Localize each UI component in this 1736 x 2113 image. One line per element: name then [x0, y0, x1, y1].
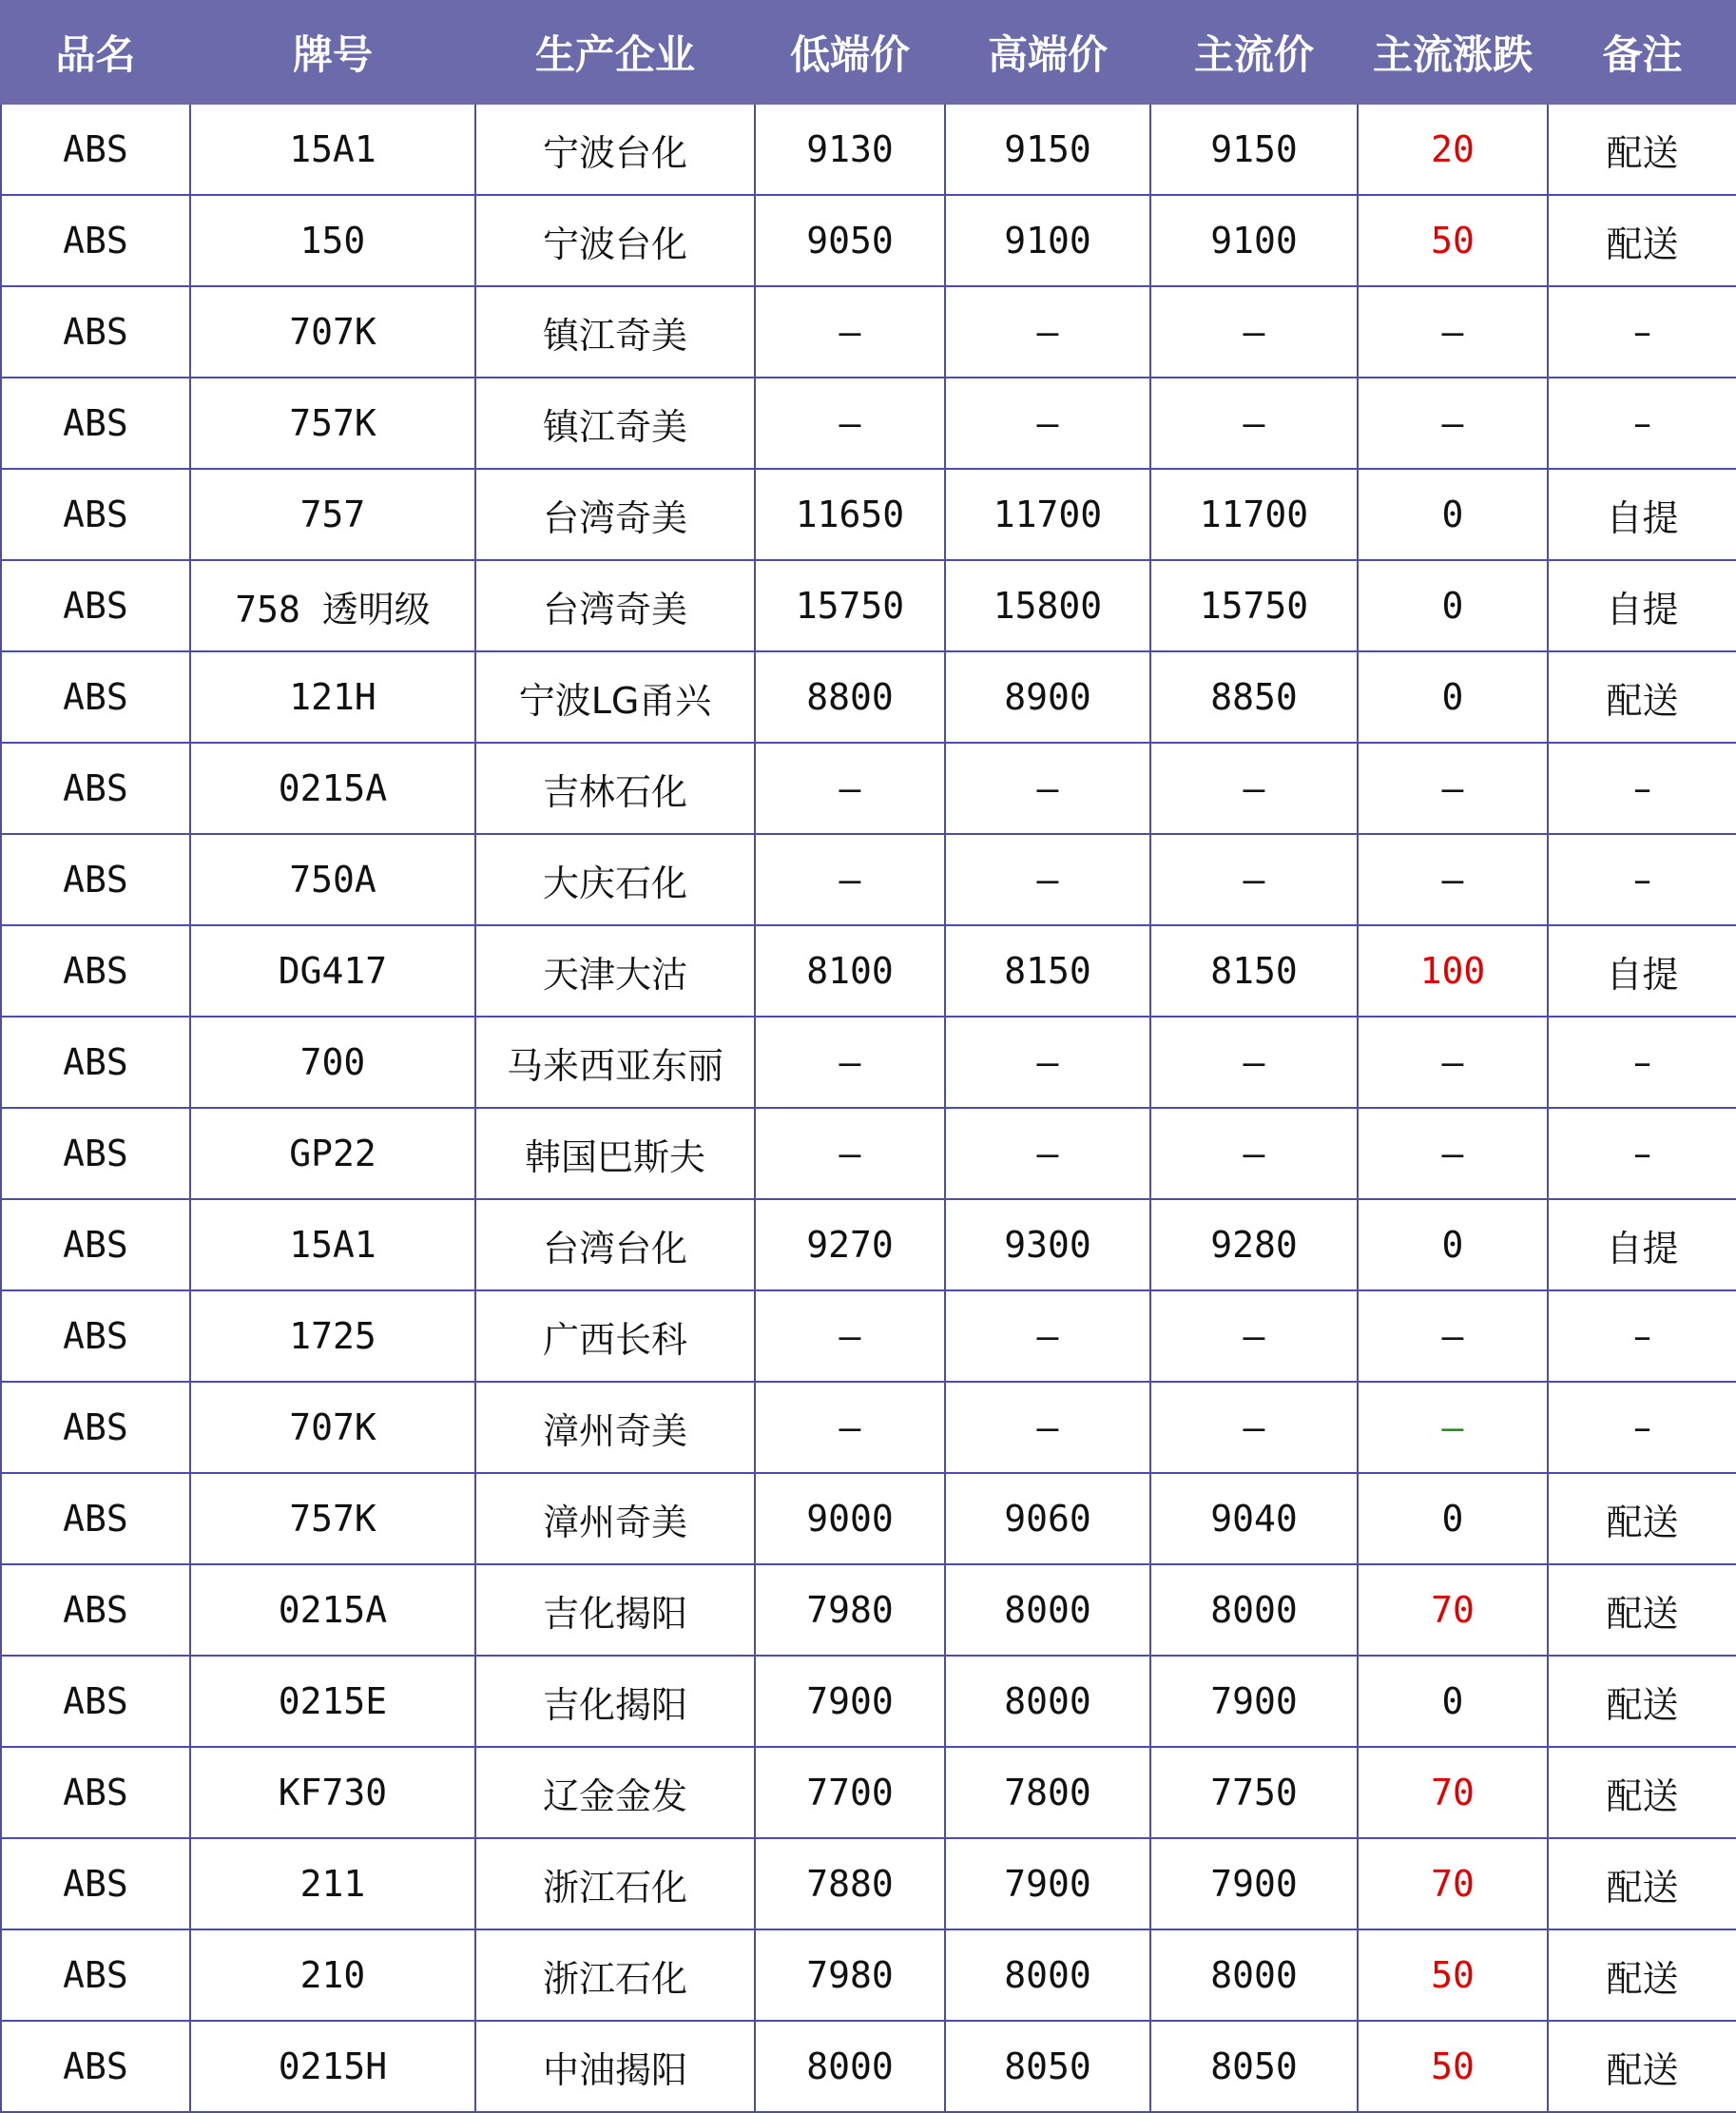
cell-main-change: 0: [1358, 560, 1548, 651]
cell-grade: 0215E: [190, 1656, 475, 1747]
header-high-price: 高端价: [945, 1, 1150, 104]
cell-main-price: 8850: [1150, 651, 1358, 743]
cell-grade: 758 透明级: [190, 560, 475, 651]
cell-note: 自提: [1548, 1199, 1736, 1290]
cell-low-price: 15750: [755, 560, 945, 651]
cell-high-price: 8000: [945, 1929, 1150, 2021]
cell-high-price: 8050: [945, 2021, 1150, 2112]
cell-note: 自提: [1548, 469, 1736, 560]
cell-note: 配送: [1548, 651, 1736, 743]
table-row: [1, 378, 1736, 469]
cell-high-price: –: [945, 378, 1150, 469]
cell-producer: 宁波台化: [475, 195, 755, 286]
cell-product-name: ABS: [1, 1747, 190, 1838]
table-row: [1, 1382, 1736, 1473]
cell-product-name: ABS: [1, 560, 190, 651]
cell-low-price: –: [755, 1017, 945, 1108]
cell-low-price: –: [755, 1108, 945, 1199]
cell-grade: KF730: [190, 1747, 475, 1838]
cell-low-price: 7900: [755, 1656, 945, 1747]
cell-main-price: 8000: [1150, 1564, 1358, 1656]
cell-main-price: 8050: [1150, 2021, 1358, 2112]
table-row: [1, 1473, 1736, 1564]
table-row: [1, 104, 1736, 195]
cell-low-price: 7880: [755, 1838, 945, 1929]
cell-high-price: –: [945, 1017, 1150, 1108]
cell-producer: 中油揭阳: [475, 2021, 755, 2112]
cell-main-change: 50: [1358, 1929, 1548, 2021]
cell-product-name: ABS: [1, 1656, 190, 1747]
cell-producer: 镇江奇美: [475, 286, 755, 378]
cell-producer: 漳州奇美: [475, 1382, 755, 1473]
cell-high-price: 11700: [945, 469, 1150, 560]
cell-grade: 210: [190, 1929, 475, 2021]
cell-main-change: 0: [1358, 1656, 1548, 1747]
cell-grade: DG417: [190, 925, 475, 1017]
table-row: [1, 1108, 1736, 1199]
cell-high-price: 9150: [945, 104, 1150, 195]
cell-note: 配送: [1548, 1929, 1736, 2021]
cell-main-change: 0: [1358, 1473, 1548, 1564]
cell-low-price: –: [755, 1382, 945, 1473]
cell-high-price: –: [945, 1108, 1150, 1199]
cell-main-change: –: [1358, 378, 1548, 469]
cell-note: 配送: [1548, 1838, 1736, 1929]
cell-low-price: –: [755, 834, 945, 925]
cell-high-price: 8000: [945, 1656, 1150, 1747]
cell-product-name: ABS: [1, 651, 190, 743]
cell-product-name: ABS: [1, 2021, 190, 2112]
cell-product-name: ABS: [1, 1838, 190, 1929]
cell-main-price: 8150: [1150, 925, 1358, 1017]
cell-main-price: 11700: [1150, 469, 1358, 560]
table-row: [1, 195, 1736, 286]
table-row: [1, 1017, 1736, 1108]
cell-grade: 757K: [190, 1473, 475, 1564]
cell-main-change: 70: [1358, 1747, 1548, 1838]
cell-product-name: ABS: [1, 1290, 190, 1382]
header-note: 备注: [1548, 1, 1736, 104]
cell-producer: 宁波LG甬兴: [475, 651, 755, 743]
cell-producer: 吉化揭阳: [475, 1564, 755, 1656]
cell-note: 配送: [1548, 104, 1736, 195]
cell-low-price: 9000: [755, 1473, 945, 1564]
cell-low-price: 8800: [755, 651, 945, 743]
table-row: [1, 286, 1736, 378]
cell-note: –: [1548, 834, 1736, 925]
cell-producer: 浙江石化: [475, 1838, 755, 1929]
table-row: [1, 834, 1736, 925]
cell-product-name: ABS: [1, 1564, 190, 1656]
cell-main-change: 50: [1358, 195, 1548, 286]
cell-product-name: ABS: [1, 1929, 190, 2021]
table-row: [1, 2021, 1736, 2112]
cell-product-name: ABS: [1, 743, 190, 834]
table-row: [1, 1929, 1736, 2021]
cell-grade: 707K: [190, 286, 475, 378]
cell-main-change: 20: [1358, 104, 1548, 195]
cell-producer: 吉林石化: [475, 743, 755, 834]
cell-product-name: ABS: [1, 1108, 190, 1199]
cell-main-change: –: [1358, 743, 1548, 834]
cell-note: 自提: [1548, 560, 1736, 651]
cell-low-price: –: [755, 286, 945, 378]
cell-grade: 121H: [190, 651, 475, 743]
cell-low-price: 9050: [755, 195, 945, 286]
cell-main-price: 8000: [1150, 1929, 1358, 2021]
cell-product-name: ABS: [1, 195, 190, 286]
cell-main-change: 100: [1358, 925, 1548, 1017]
cell-low-price: –: [755, 378, 945, 469]
cell-low-price: –: [755, 743, 945, 834]
cell-producer: 马来西亚东丽: [475, 1017, 755, 1108]
cell-grade: 0215A: [190, 743, 475, 834]
cell-main-price: –: [1150, 378, 1358, 469]
cell-high-price: –: [945, 743, 1150, 834]
cell-high-price: –: [945, 286, 1150, 378]
cell-main-change: –: [1358, 1108, 1548, 1199]
cell-low-price: 7700: [755, 1747, 945, 1838]
cell-grade: 15A1: [190, 104, 475, 195]
cell-producer: 宁波台化: [475, 104, 755, 195]
cell-producer: 辽金金发: [475, 1747, 755, 1838]
header-low-price: 低端价: [755, 1, 945, 104]
cell-product-name: ABS: [1, 1382, 190, 1473]
cell-note: –: [1548, 743, 1736, 834]
table-row: [1, 743, 1736, 834]
cell-high-price: 8150: [945, 925, 1150, 1017]
cell-producer: 台湾奇美: [475, 469, 755, 560]
cell-note: –: [1548, 378, 1736, 469]
table-row: [1, 1199, 1736, 1290]
cell-note: 配送: [1548, 1747, 1736, 1838]
cell-producer: 台湾奇美: [475, 560, 755, 651]
cell-main-change: –: [1358, 1290, 1548, 1382]
cell-product-name: ABS: [1, 378, 190, 469]
cell-main-price: –: [1150, 1290, 1358, 1382]
cell-main-change: –: [1358, 286, 1548, 378]
cell-main-price: –: [1150, 1017, 1358, 1108]
header-product-name: 品名: [1, 1, 190, 104]
cell-main-price: 9100: [1150, 195, 1358, 286]
cell-high-price: 7800: [945, 1747, 1150, 1838]
cell-main-change: 70: [1358, 1838, 1548, 1929]
cell-main-price: –: [1150, 834, 1358, 925]
cell-main-price: 7900: [1150, 1656, 1358, 1747]
cell-note: 自提: [1548, 925, 1736, 1017]
cell-high-price: 9100: [945, 195, 1150, 286]
cell-note: 配送: [1548, 2021, 1736, 2112]
cell-high-price: 8900: [945, 651, 1150, 743]
cell-main-price: –: [1150, 286, 1358, 378]
cell-high-price: 15800: [945, 560, 1150, 651]
cell-note: –: [1548, 1290, 1736, 1382]
cell-grade: 707K: [190, 1382, 475, 1473]
cell-high-price: 9060: [945, 1473, 1150, 1564]
cell-high-price: –: [945, 834, 1150, 925]
cell-grade: 757K: [190, 378, 475, 469]
cell-main-change: –: [1358, 834, 1548, 925]
table-row: [1, 1290, 1736, 1382]
table-row: [1, 1564, 1736, 1656]
cell-high-price: 8000: [945, 1564, 1150, 1656]
cell-product-name: ABS: [1, 1017, 190, 1108]
cell-product-name: ABS: [1, 834, 190, 925]
cell-low-price: 9270: [755, 1199, 945, 1290]
cell-low-price: 7980: [755, 1929, 945, 2021]
cell-note: –: [1548, 286, 1736, 378]
table-body: [1, 104, 1736, 2112]
cell-producer: 台湾台化: [475, 1199, 755, 1290]
cell-main-price: –: [1150, 1382, 1358, 1473]
header-producer: 生产企业: [475, 1, 755, 104]
cell-product-name: ABS: [1, 1199, 190, 1290]
cell-note: –: [1548, 1017, 1736, 1108]
cell-product-name: ABS: [1, 1473, 190, 1564]
cell-main-price: –: [1150, 743, 1358, 834]
cell-note: 配送: [1548, 1473, 1736, 1564]
cell-high-price: 9300: [945, 1199, 1150, 1290]
cell-main-change: 0: [1358, 1199, 1548, 1290]
cell-low-price: 8000: [755, 2021, 945, 2112]
cell-product-name: ABS: [1, 104, 190, 195]
cell-grade: 150: [190, 195, 475, 286]
cell-grade: 15A1: [190, 1199, 475, 1290]
cell-low-price: 7980: [755, 1564, 945, 1656]
cell-grade: 1725: [190, 1290, 475, 1382]
cell-product-name: ABS: [1, 469, 190, 560]
cell-product-name: ABS: [1, 925, 190, 1017]
header-grade: 牌号: [190, 1, 475, 104]
cell-low-price: –: [755, 1290, 945, 1382]
cell-product-name: ABS: [1, 286, 190, 378]
cell-producer: 吉化揭阳: [475, 1656, 755, 1747]
table-header-row: [1, 1, 1736, 104]
cell-main-change: 0: [1358, 651, 1548, 743]
table-row: [1, 469, 1736, 560]
cell-grade: 750A: [190, 834, 475, 925]
cell-producer: 镇江奇美: [475, 378, 755, 469]
cell-high-price: –: [945, 1290, 1150, 1382]
cell-producer: 广西长科: [475, 1290, 755, 1382]
cell-note: 配送: [1548, 195, 1736, 286]
table-row: [1, 651, 1736, 743]
cell-main-change: –: [1358, 1017, 1548, 1108]
cell-grade: 757: [190, 469, 475, 560]
cell-producer: 天津大沽: [475, 925, 755, 1017]
cell-main-change: 50: [1358, 2021, 1548, 2112]
cell-grade: 211: [190, 1838, 475, 1929]
cell-grade: GP22: [190, 1108, 475, 1199]
cell-note: –: [1548, 1108, 1736, 1199]
cell-producer: 浙江石化: [475, 1929, 755, 2021]
cell-low-price: 9130: [755, 104, 945, 195]
cell-main-price: 7750: [1150, 1747, 1358, 1838]
cell-producer: 漳州奇美: [475, 1473, 755, 1564]
cell-main-change: –: [1358, 1382, 1548, 1473]
cell-main-price: 9150: [1150, 104, 1358, 195]
table-row: [1, 1747, 1736, 1838]
cell-producer: 大庆石化: [475, 834, 755, 925]
cell-grade: 0215A: [190, 1564, 475, 1656]
cell-main-change: 70: [1358, 1564, 1548, 1656]
cell-main-price: –: [1150, 1108, 1358, 1199]
table-row: [1, 1838, 1736, 1929]
cell-high-price: 7900: [945, 1838, 1150, 1929]
table-row: [1, 560, 1736, 651]
cell-main-price: 7900: [1150, 1838, 1358, 1929]
cell-main-change: 0: [1358, 469, 1548, 560]
cell-main-price: 9280: [1150, 1199, 1358, 1290]
cell-grade: 700: [190, 1017, 475, 1108]
cell-producer: 韩国巴斯夫: [475, 1108, 755, 1199]
table-row: [1, 1656, 1736, 1747]
cell-low-price: 8100: [755, 925, 945, 1017]
table-row: [1, 925, 1736, 1017]
cell-grade: 0215H: [190, 2021, 475, 2112]
cell-main-price: 15750: [1150, 560, 1358, 651]
cell-note: –: [1548, 1382, 1736, 1473]
cell-note: 配送: [1548, 1564, 1736, 1656]
cell-note: 配送: [1548, 1656, 1736, 1747]
header-main-price: 主流价: [1150, 1, 1358, 104]
cell-high-price: –: [945, 1382, 1150, 1473]
header-main-change: 主流涨跌: [1358, 1, 1548, 104]
cell-main-price: 9040: [1150, 1473, 1358, 1564]
cell-low-price: 11650: [755, 469, 945, 560]
